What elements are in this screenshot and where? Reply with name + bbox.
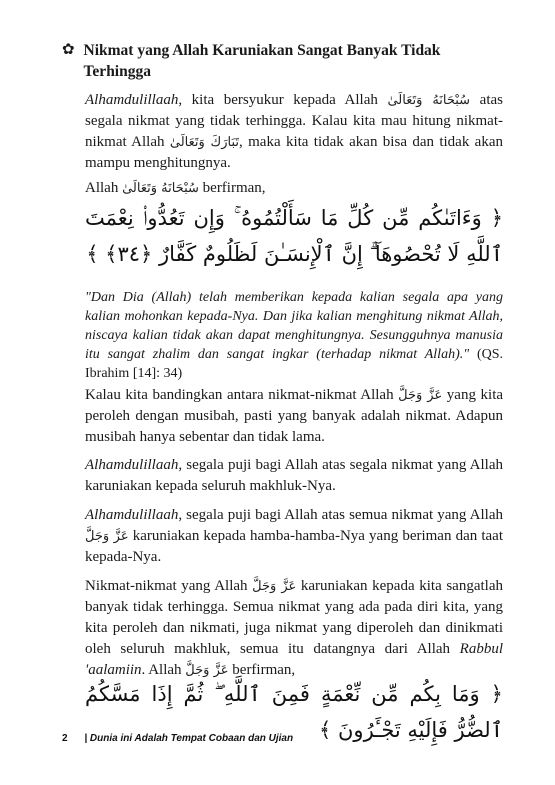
honorific-azza: عَزَّ وَجَلَّ [398,388,443,403]
paragraph-4: Alhamdulillaah, segala puji bagi Allah atas segala nikmat yang Allah karuniakan kepada seluruh makhluk-Nya. [85,457,503,494]
paragraph-2: Allah سُبْحَانَهُ وَتَعَالَىٰ berfirman, [85,180,266,196]
rabbul-aalamiin-text: Rabbul 'aalamiin [85,641,504,678]
honorific-azza: عَزَّ وَجَلَّ [185,663,229,678]
verse-translation: "Dan Dia (Allah) telah memberikan kepada kalian segala apa yang kalian mohonkan kepada-Nya. Dan jika kalian menghitung nikmat Allah, niscaya kalian tidak akan dapat menghitungnya. Sesungguhnya manusia itu sangat zhalim dan sangat ingkar (terhadap nikmat Allah)." (QS. Ibrahim [14]: 34) [85,290,504,381]
flower-bullet-icon: ✿ [62,42,75,58]
paragraph-6: Nikmat-nikmat yang Allah عَزَّ وَجَلَّ karuniakan kepada kita sangatlah banyak tidak terhingga. Semua nikmat yang ada pada diri kita, yang kita peroleh dan nikmati, juga nikmat yang diperoleh dan dinikmati oleh seluruh makhluk, semua itu datangnya dari Allah Rabbul 'aalamiin. Allah عَزَّ وَجَلَّ berfirman, [85,578,504,678]
honorific-subhanahu: سُبْحَانَهُ وَتَعَالَىٰ [122,181,199,196]
alhamdulillah-text: Alhamdulillaah [85,457,179,473]
paragraph-5: Alhamdulillaah, segala puji bagi Allah atas semua nikmat yang Allah عَزَّ وَجَلَّ karuniakan kepada hamba-hamba-Nya yang beriman dan taat kepada-Nya. [85,507,503,565]
verse-reference: (QS. Ibrahim [14]: 34) [85,347,504,381]
quran-verse-an-nahl-53: ﴿ وَمَا بِكُم مِّن نِّعْمَةٍ فَمِنَ ٱللَّهِ ۖ ثُمَّ إِذَا مَسَّكُمُ ٱلضُّرُّ فَإِلَيْهِ تَجْـَٔرُونَ ﴾ [85,682,503,742]
section-heading [62,40,502,82]
section-title: Nikmat yang Allah Karuniakan Sangat Banyak Tidak Terhingga [83,42,441,80]
book-title: | Dunia ini Adalah Tempat Cobaan dan Ujian [84,733,294,744]
alhamdulillah-text: Alhamdulillaah [85,507,179,523]
paragraph-1: Alhamdulillaah, kita bersyukur kepada Allah سُبْحَانَهُ وَتَعَالَىٰ atas segala nikmat yang tidak terhingga. Kalau kita mau hitung nikmat-nikmat Allah تَبَارَكَ وَتَعَالَىٰ, maka kita tidak akan bisa dan tidak akan mampu menghitungnya. [85,92,503,171]
page-number: 2 [62,733,68,744]
page-footer [62,733,293,744]
quran-verse-ibrahim-34: ﴿ وَءَاتَىٰكُم مِّن كُلِّ مَا سَأَلْتُمُوهُ ۚ وَإِن تَعُدُّوا۟ نِعْمَتَ ٱللَّهِ لَا تُحْصُوهَآ ۗ إِنَّ ٱلْإِنسَـٰنَ لَظَلُومٌ كَفَّارٌ ﴿٣٤﴾ ﴾ [85,206,503,266]
paragraph-3: Kalau kita bandingkan antara nikmat-nikmat Allah عَزَّ وَجَلَّ yang kita peroleh dengan musibah, pasti yang banyak adalah nikmat. Adapun musibah hanya sebentar dan tidak lama. [85,387,504,445]
alhamdulillah-text: Alhamdulillaah [85,92,179,108]
honorific-tabaraka: تَبَارَكَ وَتَعَالَىٰ [169,135,240,150]
honorific-azza: عَزَّ وَجَلَّ [252,579,297,594]
honorific-subhanahu: سُبْحَانَهُ وَتَعَالَىٰ [387,93,471,108]
honorific-azza: عَزَّ وَجَلَّ [85,529,129,544]
